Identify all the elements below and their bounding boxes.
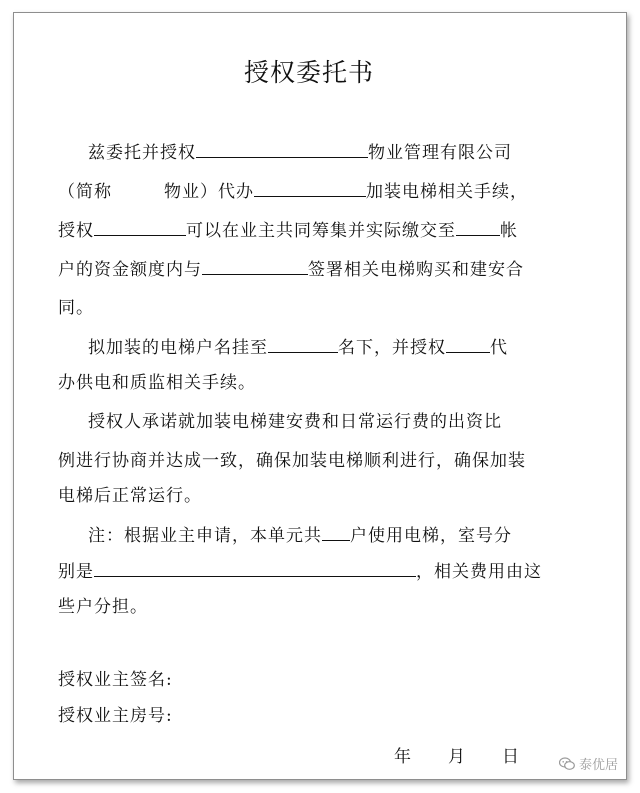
p3-text: 授权人承诺就加装电梯建安费和日常运行费的出资比 bbox=[88, 412, 502, 432]
p2-line-1 bbox=[58, 336, 508, 359]
agent-blank bbox=[254, 180, 366, 197]
owner-name-blank bbox=[268, 336, 338, 353]
p4-line-1 bbox=[58, 524, 512, 547]
p1-line-4 bbox=[58, 258, 524, 281]
wechat-icon bbox=[559, 757, 575, 771]
p2-text: 名下，并授权 bbox=[338, 338, 446, 358]
p1-line-2 bbox=[58, 180, 528, 203]
document-page bbox=[13, 12, 627, 780]
signature-label: 授权业主签名: bbox=[58, 670, 173, 690]
room-number-label: 授权业主房号: bbox=[58, 706, 173, 726]
p3-line-3: 电梯后正常运行。 bbox=[58, 486, 202, 506]
p1-text: 可以在业主共同筹集并实际缴交至 bbox=[186, 221, 456, 241]
authorize-blank bbox=[446, 336, 490, 353]
document-title: 授权委托书 bbox=[243, 58, 374, 87]
p4-text: 注：根据业主申请，本单元共 bbox=[88, 526, 322, 546]
date-day: 日 bbox=[502, 747, 520, 767]
date-line bbox=[394, 746, 520, 768]
p3-line-1 bbox=[58, 411, 502, 433]
company-blank bbox=[196, 141, 368, 158]
p4-line-3: 些户分担。 bbox=[58, 597, 148, 617]
p1-text: （简称 bbox=[58, 182, 112, 202]
date-year: 年 bbox=[394, 747, 412, 767]
p1-line-1 bbox=[58, 141, 512, 164]
p2-text: 拟加装的电梯户名挂至 bbox=[88, 338, 268, 358]
p4-text: ，相关费用由这 bbox=[416, 562, 542, 582]
watermark bbox=[559, 754, 618, 773]
p1-line-5: 同。 bbox=[58, 298, 94, 318]
p1-text: 签署相关电梯购买和建安合 bbox=[308, 260, 524, 280]
room-numbers-blank bbox=[94, 560, 416, 577]
p1-text: 加装电梯相关手续， bbox=[366, 182, 528, 202]
p1-text: 授权 bbox=[58, 221, 94, 241]
p4-line-2 bbox=[58, 560, 542, 583]
authorized-blank bbox=[94, 219, 186, 236]
p1-line-3 bbox=[58, 219, 518, 242]
p2-line-2: 办供电和质监相关手续。 bbox=[58, 373, 256, 393]
p1-text: 物业管理有限公司 bbox=[368, 143, 512, 163]
vendor-blank bbox=[202, 258, 308, 275]
p2-text: 代 bbox=[490, 338, 508, 358]
p1-text: 兹委托并授权 bbox=[88, 143, 196, 163]
p4-text: 户使用电梯，室号分 bbox=[350, 526, 512, 546]
p1-text: 户的资金额度内与 bbox=[58, 260, 202, 280]
account-blank bbox=[456, 219, 500, 236]
p1-text: 物业）代办 bbox=[164, 182, 254, 202]
p3-line-2: 例进行协商并达成一致，确保加装电梯顺利进行，确保加装 bbox=[58, 451, 526, 471]
watermark-text: 泰优居 bbox=[578, 758, 618, 773]
date-month: 月 bbox=[448, 747, 466, 767]
household-count-blank bbox=[322, 524, 350, 541]
p4-text: 别是 bbox=[58, 562, 94, 582]
p1-text: 帐 bbox=[500, 221, 518, 241]
